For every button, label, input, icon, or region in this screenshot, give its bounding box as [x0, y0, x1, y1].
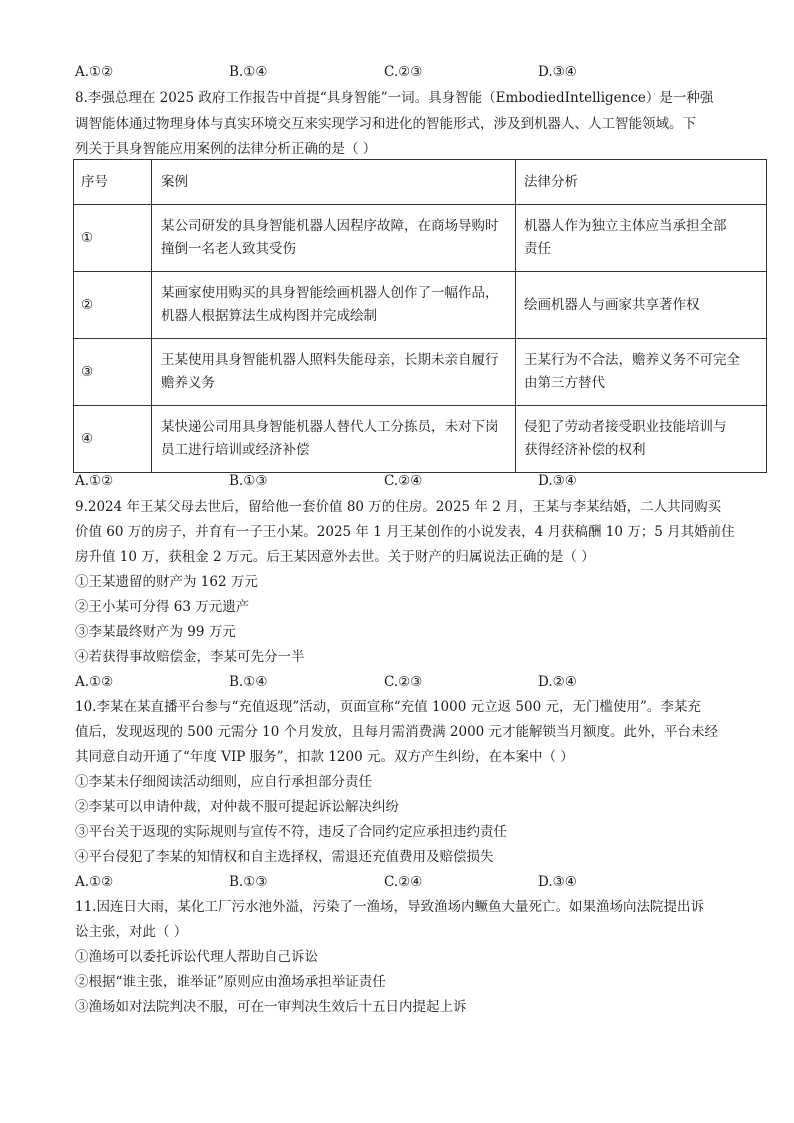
q9-statement: ④若获得事故赔偿金，李某可先分一半: [75, 649, 305, 665]
q7-options: [75, 63, 735, 81]
row-case: [152, 205, 516, 272]
q9-option-b: B.①④: [229, 674, 268, 690]
row-number: ④: [74, 406, 152, 473]
q8-stem-line: 列关于具身智能应用案例的法律分析正确的是（ ）: [75, 141, 377, 157]
q9-statement: ②王小某可分得 63 万元遗产: [75, 599, 250, 615]
q10-stem-line: 其同意自动开通了“年度 VIP 服务”，扣款 1200 元。双方产生纠纷，在本案中（ ）: [75, 749, 574, 765]
analysis-line: 侵犯了劳动者接受职业技能培训与: [524, 419, 727, 435]
case-line: 某公司研发的具身智能机器人因程序故障，在商场导购时: [161, 218, 499, 234]
table-row: [74, 205, 767, 272]
analysis-line: 获得经济补偿的权利: [524, 442, 646, 458]
table-row: [74, 272, 767, 339]
row-analysis: [516, 272, 767, 339]
case-line: 撞倒一名老人致其受伤: [161, 241, 296, 257]
q11-statement: ①渔场可以委托诉讼代理人帮助自己诉讼: [75, 949, 318, 965]
q10-statement: ②李某可以申请仲裁，对仲裁不服可提起诉讼解决纠纷: [75, 799, 399, 815]
q8-law-table: [73, 159, 767, 473]
q10-statement: ①李某未仔细阅读活动细则，应自行承担部分责任: [75, 774, 372, 790]
q7-option-d: D.③④: [538, 64, 577, 80]
q7-option-a: A.①②: [75, 64, 114, 80]
q8-stem-line: 8.李强总理在 2025 政府工作报告中首提“具身智能”一词。具身智能（EmbodiedIntelligence）是一种强: [75, 90, 714, 106]
q8-option-c: C.②④: [384, 473, 423, 489]
analysis-line: 由第三方替代: [524, 375, 605, 391]
table-row: [74, 339, 767, 406]
header-number: 序号: [74, 160, 152, 205]
q7-option-b: B.①④: [229, 64, 268, 80]
q9-option-d: D.②④: [538, 674, 577, 690]
q11-stem-line: 讼主张，对此（ ）: [75, 924, 188, 940]
q9-statement: ③李某最终财产为 99 万元: [75, 624, 236, 640]
row-case: [152, 406, 516, 473]
row-analysis: [516, 205, 767, 272]
q10-stem-line: 值后，发现返现的 500 元需分 10 个月发放，且每月需消费满 2000 元才能解锁当月额度。此外，平台未经: [75, 724, 719, 740]
analysis-line: 责任: [524, 241, 551, 257]
q9-options: [75, 673, 735, 691]
case-line: 王某使用具身智能机器人照料失能母亲，长期未亲自履行: [161, 352, 499, 368]
q7-option-c: C.②③: [384, 64, 423, 80]
q8-stem-line: 调智能体通过物理身体与真实环境交互来实现学习和进化的智能形式，涉及到机器人、人工智能领域。下: [75, 116, 696, 132]
analysis-line: 王某行为不合法，赡养义务不可完全: [524, 352, 740, 368]
analysis-line: 绘画机器人与画家共享著作权: [524, 296, 700, 313]
q10-option-b: B.①③: [229, 874, 268, 890]
case-line: 机器人根据算法生成构图并完成绘制: [161, 308, 377, 324]
q11-statement: ③渔场如对法院判决不服，可在一审判决生效后十五日内提起上诉: [75, 999, 467, 1015]
q10-option-d: D.③④: [538, 874, 577, 890]
row-analysis: [516, 339, 767, 406]
case-line: 某画家使用购买的具身智能绘画机器人创作了一幅作品，: [161, 285, 499, 301]
table-row: [74, 406, 767, 473]
q9-option-c: C.②③: [384, 674, 423, 690]
q9-stem-line: 房升值 10 万，获租金 2 万元。后王某因意外去世。关于财产的归属说法正确的是（ ）: [75, 549, 595, 565]
q9-stem-line: 9.2024 年王某父母去世后，留给他一套价值 80 万的住房。2025 年 2 月，王某与李某结婚，二人共同购买: [75, 499, 722, 515]
q10-stem-line: 10.李某在某直播平台参与“充值返现”活动，页面宣称“充值 1000 元立返 500 元，无门槛使用”。李某充: [75, 699, 701, 715]
q10-option-c: C.②④: [384, 874, 423, 890]
q8-options: [75, 472, 735, 490]
row-case: [152, 339, 516, 406]
q11-statement: ②根据“谁主张，谁举证”原则应由渔场承担举证责任: [75, 974, 386, 990]
row-number: ①: [74, 205, 152, 272]
q10-option-a: A.①②: [75, 874, 114, 890]
q10-options: [75, 873, 735, 891]
row-number: ②: [74, 272, 152, 339]
case-line: 某快递公司用具身智能机器人替代人工分拣员，未对下岗: [161, 419, 499, 435]
q9-statement: ①王某遗留的财产为 162 万元: [75, 574, 258, 590]
case-line: 赡养义务: [161, 375, 215, 391]
row-case: [152, 272, 516, 339]
q10-statement: ④平台侵犯了李某的知情权和自主选择权，需退还充值费用及赔偿损失: [75, 849, 494, 865]
analysis-line: 机器人作为独立主体应当承担全部: [524, 218, 727, 234]
q8-option-a: A.①②: [75, 473, 114, 489]
q9-stem-line: 价值 60 万的房子，并育有一子王小某。2025 年 1 月王某创作的小说发表，4 月获稿酬 10 万；5 月其婚前住: [75, 524, 735, 540]
row-number: ③: [74, 339, 152, 406]
q8-option-d: D.③④: [538, 473, 577, 489]
q9-option-a: A.①②: [75, 674, 114, 690]
row-analysis: [516, 406, 767, 473]
table-header-row: [74, 160, 767, 205]
q10-statement: ③平台关于返现的实际规则与宣传不符，违反了合同约定应承担违约责任: [75, 824, 507, 840]
case-line: 员工进行培训或经济补偿: [161, 442, 310, 458]
header-case: 案例: [152, 160, 516, 205]
header-analysis: 法律分析: [516, 160, 767, 205]
q11-stem-line: 11.因连日大雨，某化工厂污水池外溢，污染了一渔场，导致渔场内鳜鱼大量死亡。如果渔场向法院提出诉: [75, 899, 704, 915]
q8-option-b: B.①③: [229, 473, 268, 489]
